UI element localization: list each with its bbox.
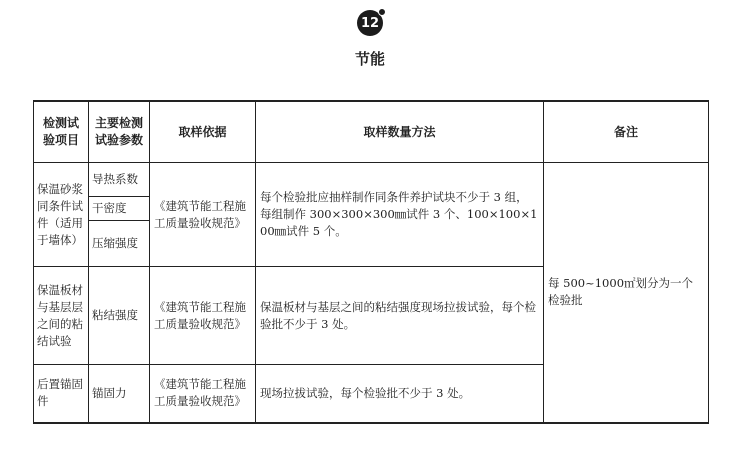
cell-remark: 每 500~1000㎡划分为一个检验批 <box>544 163 709 423</box>
cell-method: 保温板材与基层之间的粘结强度现场拉拔试验，每个检验批不少于 3 处。 <box>256 267 544 365</box>
column-header: 备注 <box>544 101 709 163</box>
cell-basis: 《建筑节能工程施工质量验收规范》 <box>150 267 256 365</box>
cell-item: 保温板材与基层层之间的粘结试验 <box>34 267 89 365</box>
cell-param: 导热系数 <box>89 163 150 197</box>
cell-item: 保温砂浆同条件试件（适用于墙体） <box>34 163 89 267</box>
column-header: 取样依据 <box>150 101 256 163</box>
column-header: 取样数量方法 <box>256 101 544 163</box>
cell-basis: 《建筑节能工程施工质量验收规范》 <box>150 163 256 267</box>
badge-dot-icon <box>378 8 386 16</box>
cell-param: 干密度 <box>89 197 150 221</box>
table-header-row <box>34 101 709 163</box>
cell-param: 锚固力 <box>89 365 150 423</box>
cell-basis: 《建筑节能工程施工质量验收规范》 <box>150 365 256 423</box>
inspection-table <box>33 100 709 424</box>
column-header: 检测试验项目 <box>34 101 89 163</box>
cell-method: 每个检验批应抽样制作同条件养护试块不少于 3 组，每组制作 300×300×300㎜试件 3 个、100×100×100㎜试件 5 个。 <box>256 163 544 267</box>
column-header: 主要检测试验参数 <box>89 101 150 163</box>
cell-item: 后置锚固件 <box>34 365 89 423</box>
cell-method: 现场拉拔试验，每个检验批不少于 3 处。 <box>256 365 544 423</box>
cell-param: 压缩强度 <box>89 221 150 267</box>
cell-param: 粘结强度 <box>89 267 150 365</box>
page-title: 节能 <box>354 50 385 68</box>
table-row <box>34 163 709 197</box>
section-number-badge: 12 <box>357 10 383 36</box>
